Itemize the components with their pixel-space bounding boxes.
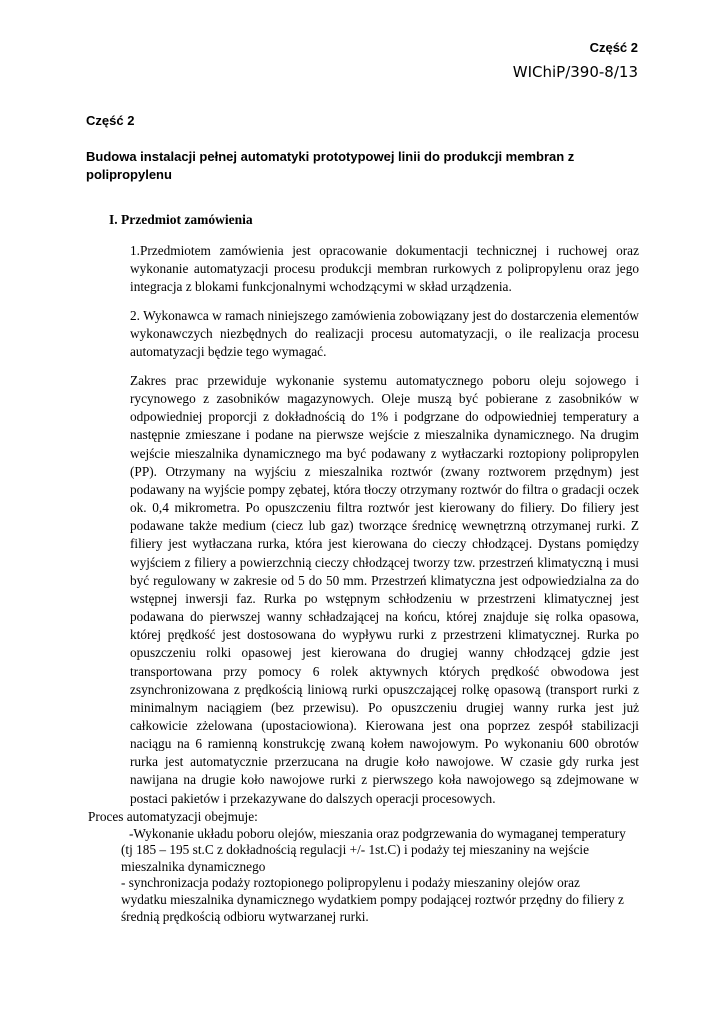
- process-item-1-continued: (tj 185 – 195 st.C z dokładnością regulacji +/- 1st.C) i podaży tej mieszaniny na wejście mieszalnika dynamicznego: [121, 842, 589, 874]
- paragraph-scope: Zakres prac przewiduje wykonanie systemu automatycznego poboru oleju sojowego i rycynowego z zasobników magazynowych. Oleje muszą być pobierane z zasobników w odpowiedniej proporcji z dokładnością do 1% i podgrzane do odpowiedniej temperatury a następnie zmieszane i podane na pierwsze wejście z mieszalnika dynamicznego. Na drugim wejście mieszalnika dynamicznego ma być podawany z wytłaczarki roztopiony polipropylen (PP). Otrzymany na wyjściu z mieszalnika roztwór (zwany roztworem przędnym) jest podawany na wyjście pompy zębatej, która tłoczy otrzymany roztwór do filtra o gradacji oczek ok. 0,4 mikrometra. Po opuszczeniu filtra roztwór jest kierowany do filiery. Do filiery jest podawane także medium (ciecz lub gaz) tworzące średnicę wewnętrzną otrzymanej rurki. Z filiery jest wytłaczana rurka, która jest kierowana do cieczy chłodzącej. Dystans pomiędzy wyjściem z filiery a powierzchnią cieczy chłodzącej tworzy tzw. przestrzeń klimatyczną i musi być regulowany w zakresie od 5 do 50 mm. Przestrzeń klimatyczna jest odpowiedzialna za do wstępnej inwersji faz. Rurka po wstępnym schłodzeniu w przestrzeni klimatycznej jest podawana do pierwszej wanny schładzającej na końcu, której znajduje się rolka opasowa, której prędkość jest dostosowana do wypływu rurki z przestrzeni klimatycznej. Rurka po opuszczeniu rolki opasowej jest kierowana do drugiej wanny chłodzącej gdzie jest transportowana przy pomocy 6 rolek aktywnych których prędkość obwodowa jest zsynchronizowana z prędkością liniową rurki opuszczającej rolkę opasową (transport rurki z minimalnym naciągiem (bez przewisu). Po opuszczeniu drugiej wanny rurka jest już całkowicie zżelowana (upostaciowiona). Kierowana jest ona poprzez zespół stabilizacji naciągu na 6 ramienną konstrukcję zwaną kołem nawojowym. Po wykonaniu 600 obrotów rurka jest automatycznie przerzucana na drugie koło nawojowe. W czasie gdy rurka jest nawijana na drugie koło nawojowe rurki z pierwszego koła nawojowego są zdejmowane w postaci pakietów i przekazywane do dalszych operacji procesowych.: [130, 373, 639, 806]
- process-item-2-continued: wydatku mieszalnika dynamicznego wydatkiem pompy podającej roztwór przędny do filiery z średnią prędkością odbioru wytwarzanej rurki.: [121, 891, 624, 924]
- header-part: Część 2: [589, 40, 638, 55]
- section-heading: I. Przedmiot zamówienia: [109, 212, 253, 227]
- section-label: Część 2: [86, 113, 135, 128]
- document-code: WIChiP/390-8/13: [512, 63, 638, 81]
- paragraph-1: 1.Przedmiotem zamówienia jest opracowanie dokumentacji technicznej i ruchowej oraz wykonanie automatyzacji procesu produkcji membran rurkowych z polipropylenu oraz jego integracja z blokami funkcjonalnymi wchodzącymi w skład urządzenia.: [130, 243, 639, 295]
- process-item-2: - synchronizacja podaży roztopionego polipropylenu i podaży mieszaniny olejów oraz: [121, 875, 580, 891]
- document-title: Budowa instalacji pełnej automatyki prototypowej linii do produkcji membran z polipropylenu: [86, 149, 575, 182]
- process-item-1: -Wykonanie układu poboru olejów, mieszania oraz podgrzewania do wymaganej temperatury: [129, 825, 626, 841]
- process-intro: Proces automatyzacji obejmuje:: [88, 809, 258, 824]
- paragraph-2: 2. Wykonawca w ramach niniejszego zamówienia zobowiązany jest do dostarczenia elementów wykonawczych niezbędnych do realizacji procesu automatyzacji, o ile realizacja procesu automatyzacji będzie tego wymagać.: [130, 308, 639, 360]
- process-list: [88, 809, 648, 925]
